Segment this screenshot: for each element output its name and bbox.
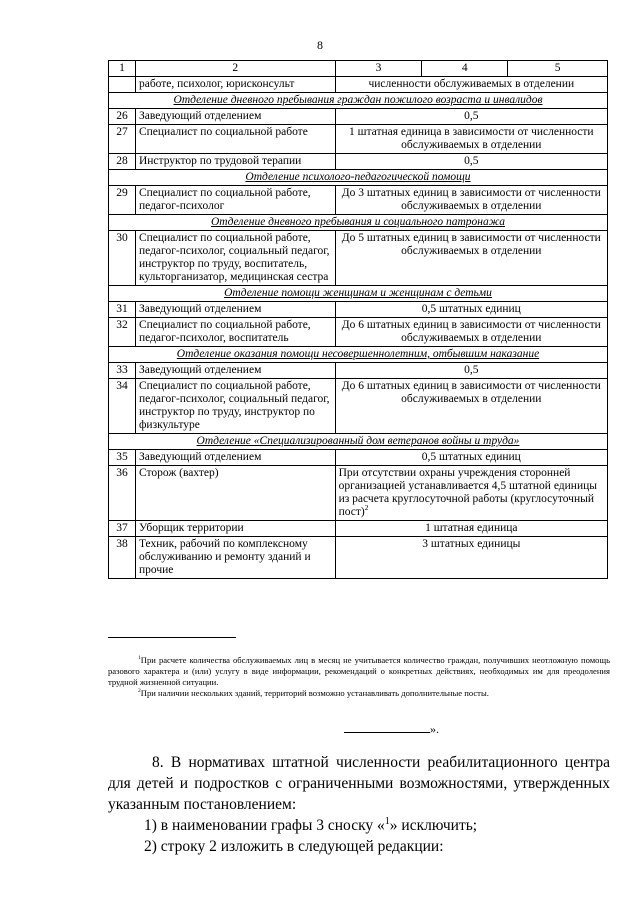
- footnote-mark: 2: [364, 503, 369, 513]
- position-name: Сторож (вахтер): [135, 466, 335, 521]
- staff-norm: 0,5 штатных единиц: [335, 450, 607, 466]
- staff-norm: [335, 466, 607, 521]
- list-item-1: [108, 815, 610, 836]
- table-row: [109, 521, 608, 537]
- row-number: 27: [109, 125, 136, 154]
- position-name: Специалист по социальной работе, педагог-психолог, воспитатель: [135, 318, 335, 347]
- norm-text: При отсутствии охраны учреждения сторонней организацией устанавливается 4,5 штатной единицы из расчета круглосуточной работы (круглосуточный пост): [338, 467, 597, 518]
- table-row: [109, 154, 608, 170]
- table-row: [109, 537, 608, 579]
- row-number: 36: [109, 466, 136, 521]
- header-cell: 4: [422, 61, 508, 77]
- footnote-2: [108, 688, 610, 699]
- table-row: [109, 302, 608, 318]
- paragraph-8: 8. В нормативах штатной численности реабилитационного центра для детей и подростков с ограниченными возможностями, утвержденных указанным постановлением:: [108, 754, 610, 813]
- footnote-mark: 1: [138, 655, 141, 662]
- row-number: 31: [109, 302, 136, 318]
- row-number: 35: [109, 450, 136, 466]
- staff-norm: До 6 штатных единиц в зависимости от численности обслуживаемых в отделении: [335, 318, 607, 347]
- section-row: [109, 170, 608, 186]
- section-title: Отделение «Специализированный дом ветеранов войны и труда»: [109, 434, 608, 450]
- section-title: Отделение психолого-педагогической помощи: [109, 170, 608, 186]
- row-number: 38: [109, 537, 136, 579]
- section-title: Отделение оказания помощи несовершеннолетним, отбывшим наказание: [109, 347, 608, 363]
- staff-norm: 0,5: [335, 154, 607, 170]
- row-number: 28: [109, 154, 136, 170]
- staff-norm: До 3 штатных единиц в зависимости от численности обслуживаемых в отделении: [335, 186, 607, 215]
- position-name: Техник, рабочий по комплексному обслуживанию и ремонту зданий и прочие: [135, 537, 335, 579]
- section-title: Отделение помощи женщинам и женщинам с детьми: [109, 286, 608, 302]
- section-row: [109, 347, 608, 363]
- position-name: Инструктор по трудовой терапии: [135, 154, 335, 170]
- position-name: Уборщик территории: [135, 521, 335, 537]
- staff-norm: 0,5: [335, 363, 607, 379]
- row-number: [109, 77, 136, 93]
- table-row: [109, 231, 608, 286]
- position-name: Специалист по социальной работе, педагог-психолог: [135, 186, 335, 215]
- section-title: Отделение дневного пребывания и социального патронажа: [109, 215, 608, 231]
- position-name: Специалист по социальной работе, педагог-психолог, социальный педагог, инструктор по труду, воспитатель, культорганизатор, медицинская сестра: [135, 231, 335, 286]
- staff-norm: численности обслуживаемых в отделении: [335, 77, 607, 93]
- header-cell: 2: [135, 61, 335, 77]
- list-item-2: 2) строку 2 изложить в следующей редакции:: [144, 838, 444, 855]
- row-number: 37: [109, 521, 136, 537]
- row-number: 32: [109, 318, 136, 347]
- footnote-mark: 2: [138, 688, 141, 695]
- body-text: [108, 752, 610, 857]
- staff-norm: 1 штатная единица в зависимости от численности обслуживаемых в отделении: [335, 125, 607, 154]
- quote-end: [344, 722, 439, 737]
- staff-norm: 3 штатных единицы: [335, 537, 607, 579]
- table-row: [109, 318, 608, 347]
- position-name: Заведующий отделением: [135, 302, 335, 318]
- header-cell: 3: [335, 61, 422, 77]
- table-header-row: [109, 61, 608, 77]
- staff-norm: До 5 штатных единиц в зависимости от численности обслуживаемых в отделении: [335, 231, 607, 286]
- position-name: Специалист по социальной работе: [135, 125, 335, 154]
- row-number: 29: [109, 186, 136, 215]
- table-row: [109, 466, 608, 521]
- row-number: 33: [109, 363, 136, 379]
- position-name: Заведующий отделением: [135, 450, 335, 466]
- table-row: [109, 109, 608, 125]
- table-row: [109, 379, 608, 434]
- staffing-table: [108, 60, 608, 579]
- header-cell: 1: [109, 61, 136, 77]
- header-cell: 5: [508, 61, 608, 77]
- position-name: Заведующий отделением: [135, 109, 335, 125]
- section-title: Отделение дневного пребывания граждан пожилого возраста и инвалидов: [109, 93, 608, 109]
- footnote-separator: [108, 637, 236, 638]
- item-text: 1) в наименовании графы 3 сноску «: [144, 817, 385, 834]
- table-row: [109, 450, 608, 466]
- footnote-1: [108, 655, 610, 688]
- section-row: [109, 215, 608, 231]
- footnote-text: При расчете количества обслуживаемых лиц в месяц не учитывается количество граждан, получивших неотложную помощь разового характера и (или) услугу в виде информации, рекомендаций о конкретных действиях, необходимых им для преодоления трудной жизненной ситуации.: [108, 655, 610, 687]
- closing-quote: ».: [430, 722, 439, 736]
- staff-norm: 0,5: [335, 109, 607, 125]
- section-row: [109, 434, 608, 450]
- table-row: [109, 125, 608, 154]
- continuation-row: [109, 77, 608, 93]
- staff-norm: До 6 штатных единиц в зависимости от численности обслуживаемых в отделении: [335, 379, 607, 434]
- position-name: Заведующий отделением: [135, 363, 335, 379]
- table-row: [109, 186, 608, 215]
- footnote-mark: 1: [384, 815, 390, 827]
- position-name: Специалист по социальной работе, педагог-психолог, социальный педагог, инструктор по труду, инструктор по физкультуре: [135, 379, 335, 434]
- row-number: 30: [109, 231, 136, 286]
- footnote-text: При наличии нескольких зданий, территорий возможно устанавливать дополнительные посты.: [140, 688, 489, 698]
- position-name: работе, психолог, юрисконсульт: [135, 77, 335, 93]
- row-number: 34: [109, 379, 136, 434]
- page-number: 8: [317, 38, 323, 52]
- footnotes: [108, 655, 610, 699]
- item-text: » исключить;: [389, 817, 478, 834]
- blank-line: [344, 722, 430, 733]
- staff-norm: 1 штатная единица: [335, 521, 607, 537]
- table-row: [109, 363, 608, 379]
- staff-norm: 0,5 штатных единиц: [335, 302, 607, 318]
- section-row: [109, 286, 608, 302]
- row-number: 26: [109, 109, 136, 125]
- section-row: [109, 93, 608, 109]
